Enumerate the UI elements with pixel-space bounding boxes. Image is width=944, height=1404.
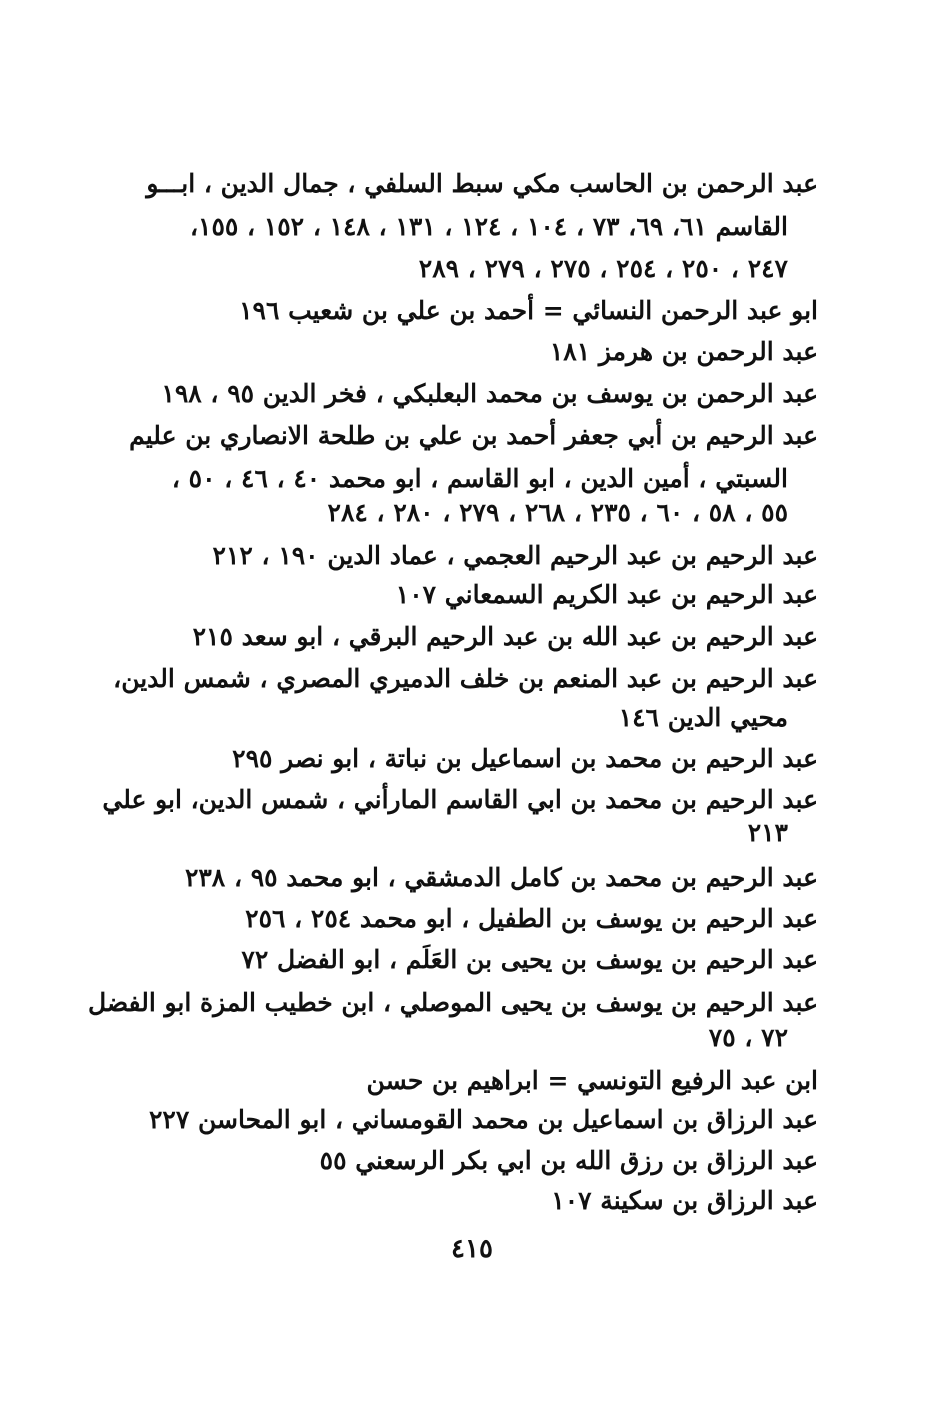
index-entry-line: عبد الرحيم بن عبد الرحيم العجمي ، عماد الدين ١٩٠ ، ٢١٢ [212, 541, 818, 570]
index-entry-continuation: القاسم ٦١، ٦٩، ٧٣ ، ١٠٤ ، ١٢٤ ، ١٣١ ، ١٤٨ ، ١٥٢ ، ١٥٥، [189, 212, 788, 241]
index-entry-line: عبد الرزاق بن رزق الله بن ابي بكر الرسعني ٥٥ [319, 1146, 818, 1175]
index-entry-continuation: ٢١٣ [747, 818, 788, 847]
page-number: ٤١٥ [451, 1234, 493, 1264]
index-entry-line: عبد الرحيم بن يوسف بن يحيى بن العَلَم ، ابو الفضل ٧٢ [241, 945, 818, 974]
index-entry-line: عبد الرحيم بن عبد المنعم بن خلف الدميري المصري ، شمس الدين، [113, 664, 818, 693]
index-entry-line: ابو عبد الرحمن النسائي = أحمد بن علي بن شعيب ١٩٦ [239, 296, 818, 325]
index-entry-line: عبد الرحمن بن يوسف بن محمد البعلبكي ، فخر الدين ٩٥ ، ١٩٨ [161, 379, 818, 408]
index-entry-line: عبد الرحمن بن الحاسب مكي سبط السلفي ، جمال الدين ، ابـــو [146, 169, 818, 198]
index-entry-line: عبد الرزاق بن اسماعيل بن محمد القومساني ، ابو المحاسن ٢٢٧ [149, 1105, 818, 1134]
index-entry-continuation: السبتي ، أمين الدين ، ابو القاسم ، ابو محمد ٤٠ ، ٤٦ ، ٥٠ ، [171, 464, 788, 493]
index-entry-continuation: ٥٥ ، ٥٨ ، ٦٠ ، ٢٣٥ ، ٢٦٨ ، ٢٧٩ ، ٢٨٠ ، ٢٨٤ [327, 498, 788, 527]
index-entry-line: ابن عبد الرفيع التونسي = ابراهيم بن حسن [366, 1066, 818, 1095]
index-entry-line: عبد الرحيم بن محمد بن كامل الدمشقي ، ابو محمد ٩٥ ، ٢٣٨ [184, 863, 818, 892]
index-entry-continuation: ٧٢ ، ٧٥ [708, 1023, 788, 1052]
index-entry-line: عبد الرحيم بن عبد الله بن عبد الرحيم البرقي ، ابو سعد ٢١٥ [192, 622, 818, 651]
index-entry-line: عبد الرحيم بن محمد بن اسماعيل بن نباتة ، ابو نصر ٢٩٥ [232, 744, 818, 773]
index-entry-line: عبد الرحيم بن يوسف بن يحيى الموصلي ، ابن خطيب المزة ابو الفضل [87, 988, 818, 1017]
index-entry-line: عبد الرزاق بن سكينة ١٠٧ [551, 1186, 818, 1215]
index-entry-continuation: ٢٤٧ ، ٢٥٠ ، ٢٥٤ ، ٢٧٥ ، ٢٧٩ ، ٢٨٩ [418, 254, 788, 283]
index-entry-line: عبد الرحيم بن يوسف بن الطفيل ، ابو محمد ٢٥٤ ، ٢٥٦ [245, 904, 818, 933]
index-entry-line: عبد الرحيم بن محمد بن ابي القاسم المارأني ، شمس الدين، ابو علي [102, 785, 818, 814]
index-entry-continuation: محيي الدين ١٤٦ [618, 703, 788, 732]
index-entry-line: عبد الرحيم بن أبي جعفر أحمد بن علي بن طلحة الانصاري بن عليم [129, 421, 818, 450]
index-entry-line: عبد الرحيم بن عبد الكريم السمعاني ١٠٧ [395, 580, 818, 609]
index-entry-line: عبد الرحمن بن هرمز ١٨١ [549, 337, 818, 366]
